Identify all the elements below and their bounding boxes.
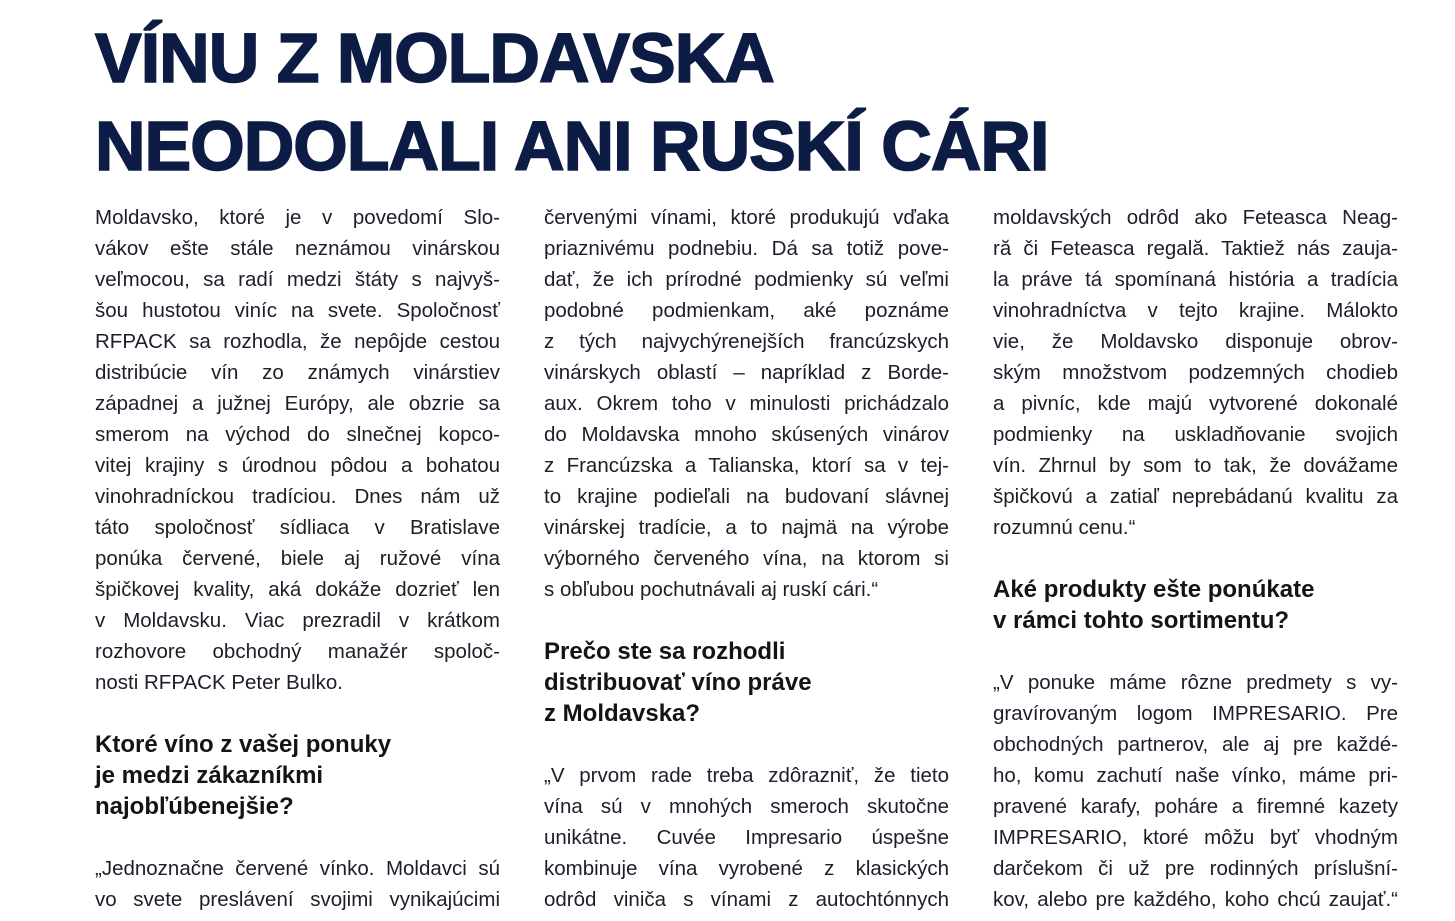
answer-paragraph-1-continued [544, 202, 949, 605]
text-line: špičkovú a zatiaľ neprebádanú kvalitu za [993, 485, 1398, 508]
text-line: podmienky na uskladňovanie svojich [993, 423, 1398, 446]
text-line: distribúcie vín zo známych vinárstiev [95, 361, 500, 384]
text-line: odrôd viniča s vínami z autochtónnych [544, 888, 949, 911]
text-line: podobné podmienkam, aké poznáme [544, 299, 949, 322]
answer-paragraph-3 [993, 667, 1398, 915]
text-line: „V ponuke máme rôzne predmety s vy- [993, 671, 1398, 694]
text-line: s obľubou pochutnávali aj ruskí cári.“ [544, 578, 879, 601]
question-line: distribuovať víno práve [544, 669, 812, 696]
text-line: RFPACK sa rozhodla, že nepôjde cestou [95, 330, 500, 353]
answer-paragraph-1 [95, 853, 500, 915]
text-line: rozumnú cenu.“ [993, 516, 1136, 539]
text-line: vinárskej tradície, a to najmä na výrobe [544, 516, 949, 539]
text-line: „Jednoznačne červené vínko. Moldavci sú [95, 857, 500, 880]
text-line: kombinuje vína vyrobené z klasických [544, 857, 949, 880]
question-line: z Moldavska? [544, 700, 701, 727]
interview-question-1 [95, 729, 500, 822]
text-line: smerom na východ do slnečnej kopco- [95, 423, 500, 446]
text-line: v Moldavsku. Viac prezradil v krátkom [95, 609, 500, 632]
text-line: nosti RFPACK Peter Bulko. [95, 671, 343, 694]
text-line: vákov ešte stále neznámou vinárskou [95, 237, 500, 260]
text-line: moldavských odrôd ako Feteasca Neag- [993, 206, 1398, 229]
text-line: „V prvom rade treba zdôrazniť, že tieto [544, 764, 949, 787]
question-line: v rámci tohto sortimentu? [993, 607, 1290, 634]
text-line: obchodných partnerov, ale aj pre každé- [993, 733, 1398, 756]
question-line: najobľúbenejšie? [95, 793, 294, 820]
text-line: dať, že ich prírodné podmienky sú veľmi [544, 268, 949, 291]
text-line: to krajine podieľali na budovaní slávnej [544, 485, 949, 508]
text-line: z Francúzska a Talianska, ktorí sa v tej- [544, 454, 949, 477]
text-line: kov, alebo pre každého, koho chcú zaujať.“ [993, 888, 1398, 911]
text-line: IMPRESARIO, ktoré môžu byť vhodným [993, 826, 1398, 849]
question-line: Prečo ste sa rozhodli [544, 638, 786, 665]
question-line: Aké produkty ešte ponúkate [993, 576, 1315, 603]
text-line: Moldavsko, ktoré je v povedomí Slo- [95, 206, 500, 229]
text-line: do Moldavska mnoho skúsených vinárov [544, 423, 949, 446]
text-line: rozhovore obchodný manažér spoloč- [95, 640, 500, 663]
text-line: vitej krajiny s úrodnou pôdou a bohatou [95, 454, 500, 477]
text-line: vína sú v mnohých smeroch skutočne [544, 795, 949, 818]
answer-paragraph-2-continued [993, 202, 1398, 543]
text-line: unikátne. Cuvée Impresario úspešne [544, 826, 949, 849]
question-line: Ktoré víno z vašej ponuky [95, 731, 392, 758]
text-line: aux. Okrem toho v minulosti prichádzalo [544, 392, 949, 415]
text-line: vie, že Moldavsko disponuje obrov- [993, 330, 1398, 353]
text-line: priaznivému podnebiu. Dá sa totiž pove- [544, 237, 949, 260]
text-line: gravírovaným logom IMPRESARIO. Pre [993, 702, 1398, 725]
text-line: ră či Feteasca regală. Taktiež nás zauja- [993, 237, 1398, 260]
interview-question-3 [993, 574, 1398, 636]
text-line: z tých najvychýrenejších francúzskych [544, 330, 949, 353]
text-line: vinohradníctva v tejto krajine. Málokto [993, 299, 1398, 322]
text-line: a pivníc, kde majú vytvorené dokonalé [993, 392, 1398, 415]
text-line: veľmocou, sa radí medzi štáty s najvyš- [95, 268, 500, 291]
article-column-2 [544, 202, 949, 915]
headline-line-2: NEODOLALI ANI RUSKÍ CÁRI [95, 107, 1049, 185]
intro-paragraph [95, 202, 500, 698]
text-line: la práve tá spomínaná história a tradícia [993, 268, 1398, 291]
text-line: vo svete preslávení svojimi vynikajúcimi [95, 888, 500, 911]
headline-line-1: VÍNU Z MOLDAVSKA [95, 19, 774, 97]
text-line: šou hustotou viníc na svete. Spoločnosť [95, 299, 500, 322]
text-line: ským množstvom podzemných chodieb [993, 361, 1398, 384]
interview-question-2 [544, 636, 949, 729]
text-line: vinohradníckou tradíciou. Dnes nám už [95, 485, 500, 508]
text-line: darčekom či už pre rodinných príslušní- [993, 857, 1398, 880]
text-line: ho, komu zachutí naše vínko, máme pri- [993, 764, 1398, 787]
text-line: červenými vínami, ktoré produkujú vďaka [544, 206, 949, 229]
text-line: pravené karafy, poháre a firemné kazety [993, 795, 1398, 818]
text-line: výborného červeného vína, na ktorom si [544, 547, 949, 570]
text-line: špičkovej kvality, aká dokáže dozrieť len [95, 578, 500, 601]
answer-paragraph-2 [544, 760, 949, 915]
question-line: je medzi zákazníkmi [95, 762, 324, 789]
text-line: vinárskych oblastí – napríklad z Borde- [544, 361, 949, 384]
text-line: táto spoločnosť sídliaca v Bratislave [95, 516, 500, 539]
article-column-3 [993, 202, 1398, 915]
article-column-1 [95, 202, 500, 915]
text-line: ponúka červené, biele aj ružové vína [95, 547, 500, 570]
text-line: vín. Zhrnul by som to tak, že dovážame [993, 454, 1398, 477]
text-line: západnej a južnej Európy, ale obzrie sa [95, 392, 500, 415]
article-headline [95, 14, 1335, 190]
